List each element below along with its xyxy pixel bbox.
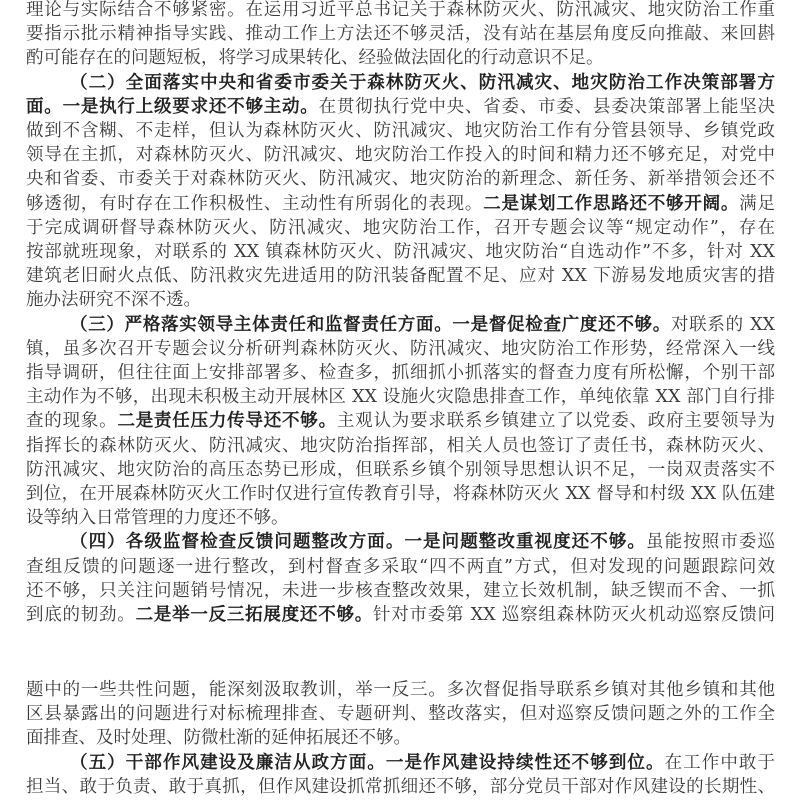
text-line [26, 434, 775, 458]
text-line [26, 95, 775, 119]
body-text: 够透彻，有时存在工作积极性、主动性有所弱化的表现。 [26, 193, 484, 214]
text-line [26, 337, 775, 361]
text-line [26, 409, 775, 433]
text-line [26, 678, 775, 702]
text-line [26, 506, 775, 530]
body-text: 建筑老旧耐火点低、防汛救灾先进适用的防汛装备配置不足、应对 XX 下游易发地质灾害的措 [26, 266, 775, 287]
body-text: 查的现象。 [26, 411, 118, 432]
text-line [26, 603, 775, 627]
body-text: 于完成调研督导森林防灭火、防汛减灾、地灾防治工作，召开专题会议等“规定动作”，存在 [26, 217, 775, 238]
text-line [26, 216, 775, 240]
bold-text: （五）干部作风建设及廉洁从政方面。一是作风建设持续性还不够到位。 [70, 752, 665, 773]
paragraph-heading-line [70, 71, 775, 95]
text-line [26, 240, 775, 264]
body-text: 施办法研究不深不透。 [26, 290, 201, 311]
text-line [26, 726, 775, 750]
body-text: 在贯彻执行党中央、省委、市委、县委决策部署上能坚决 [318, 96, 776, 117]
body-text: 针对市委第 XX 巡察组森林防灭火机动巡察反馈问 [372, 605, 776, 625]
text-line [26, 167, 775, 191]
paragraph-heading-line [70, 751, 775, 775]
text-line [26, 775, 775, 799]
body-text: 还不够，只关注问题销号情况，未进一步核查整改效果，建立长效机制，缺乏锲而不舍、一抓 [26, 580, 775, 601]
body-text: 镇，虽多次召开专题会议分析研判森林防灭火、防汛减灾、地灾防治工作形势，经常深入一线 [26, 338, 775, 359]
text-line [26, 458, 775, 482]
body-text: 区县暴露出的问题进行对标梳理排查、专题研判、整改落实，但对巡察反馈问题之外的工作全 [26, 704, 775, 725]
text-line [26, 143, 775, 167]
text-line [26, 555, 775, 579]
bold-text: 二是责任压力传导还不够。 [117, 411, 337, 432]
body-text: 理论与实际结合不够紧密。在运用习近平总书记关于森林防灭火、防汛减灾、地灾防治工作重 [26, 0, 775, 20]
body-text: 设等纳入日常管理的力度还不够。 [26, 508, 289, 529]
bold-text: 二是谋划工作思路还不够开阔。 [483, 193, 740, 214]
body-text: 在工作中敢于 [664, 752, 775, 773]
body-text: 指挥长的森林防灭火、防汛减灾、地灾防治指挥部，相关人员也签订了责任书，森林防灭火、 [26, 435, 775, 456]
bold-text: （四）各级监督检查反馈问题整改方面。一是问题整改重视度还不够。 [70, 532, 647, 553]
body-text: 到底的韧劲。 [26, 605, 136, 625]
text-line [26, 264, 775, 288]
body-text: 按部就班现象，对联系的 XX 镇森林防灭火、防汛减灾、地灾防治“自选动作”不多，针对 XX [26, 242, 775, 262]
body-text: 主动作为不够，出现未积极主动开展林区 XX 设施火灾隐患排查工作，单纯依靠 XX 部门自行排 [26, 387, 775, 408]
body-text: 满足 [739, 193, 776, 214]
body-text: 央和省委、市委关于对森林防灭火、防汛减灾、地灾防治的新理念、新任务、新举措领会还不 [26, 169, 775, 190]
bold-text: （二）全面落实中央和省委市委关于森林防灭火、防汛减灾、地灾防治工作决策部署方 [70, 72, 775, 93]
body-text: 做到不含糊、不走样，但认为森林防灭火、防汛减灾、地灾防治工作有分管县领导、乡镇党政 [26, 121, 775, 141]
bold-text: （三）严格落实领导主体责任和监督责任方面。一是督促检查广度还不够。 [70, 314, 671, 335]
text-line [26, 385, 775, 409]
body-text: 指导调研，但往往面上安排部署多、检查多，抓细抓小抓落实的督查力度有所松懈，个别干部 [26, 363, 775, 383]
text-line [26, 361, 775, 385]
text-line [26, 288, 775, 312]
paragraph-heading-line [70, 313, 775, 337]
body-text: 题中的一些共性问题，能深刻汲取教训，举一反三。多次督促指导联系乡镇对其他乡镇和其他 [26, 680, 775, 700]
paragraph-heading-line [70, 530, 775, 554]
body-text: 虽能按照市委巡 [646, 532, 776, 553]
text-line [26, 192, 775, 216]
body-text: 领导在主抓，对森林防灭火、防汛减灾、地灾防治工作投入的时间和精力还不够充足，对党中 [26, 145, 775, 166]
text-line [26, 702, 775, 726]
text-line [26, 22, 775, 46]
body-text: 查组反馈的问题逐一进行整改，到村督查多采取“四不两直”方式，但对发现的问题跟踪问效 [26, 556, 775, 577]
body-text: 到位，在开展森林防灭火工作时仅进行宣传教育引导，将森林防灭火 XX 督导和村级 XX 队伍建 [26, 484, 775, 504]
text-line [26, 579, 775, 603]
body-text: 面排查、及时处理、防微杜渐的延伸拓展还不够。 [26, 728, 411, 749]
body-text: 对联系的 XX [670, 314, 776, 335]
body-text: 酌可能存在的问题短板，将学习成果转化、经验做法固化的行动意识不足。 [26, 48, 604, 69]
text-line [26, 119, 775, 143]
body-text: 要指示批示精神指导实践、推动工作上方法还不够灵活，没有站在基层角度反向推敲、来回斟 [26, 24, 775, 45]
body-text: 防汛减灾、地灾防治的高压态势已形成，但联系乡镇个别领导思想认识不足，一岗双责落实不 [26, 459, 775, 480]
bold-text: 面。一是执行上级要求还不够主动。 [26, 96, 319, 117]
text-line [26, 0, 775, 22]
bold-text: 二是举一反三拓展度还不够。 [135, 605, 373, 625]
text-line [26, 482, 775, 506]
body-text: 主观认为要求联系乡镇建立了以党委、政府主要领导为 [336, 411, 776, 432]
text-line [26, 46, 775, 70]
body-text: 担当、敢于负责、敢于真抓，但作风建设抓常抓细还不够，部分党员干部对作风建设的长期性、 [26, 776, 775, 797]
